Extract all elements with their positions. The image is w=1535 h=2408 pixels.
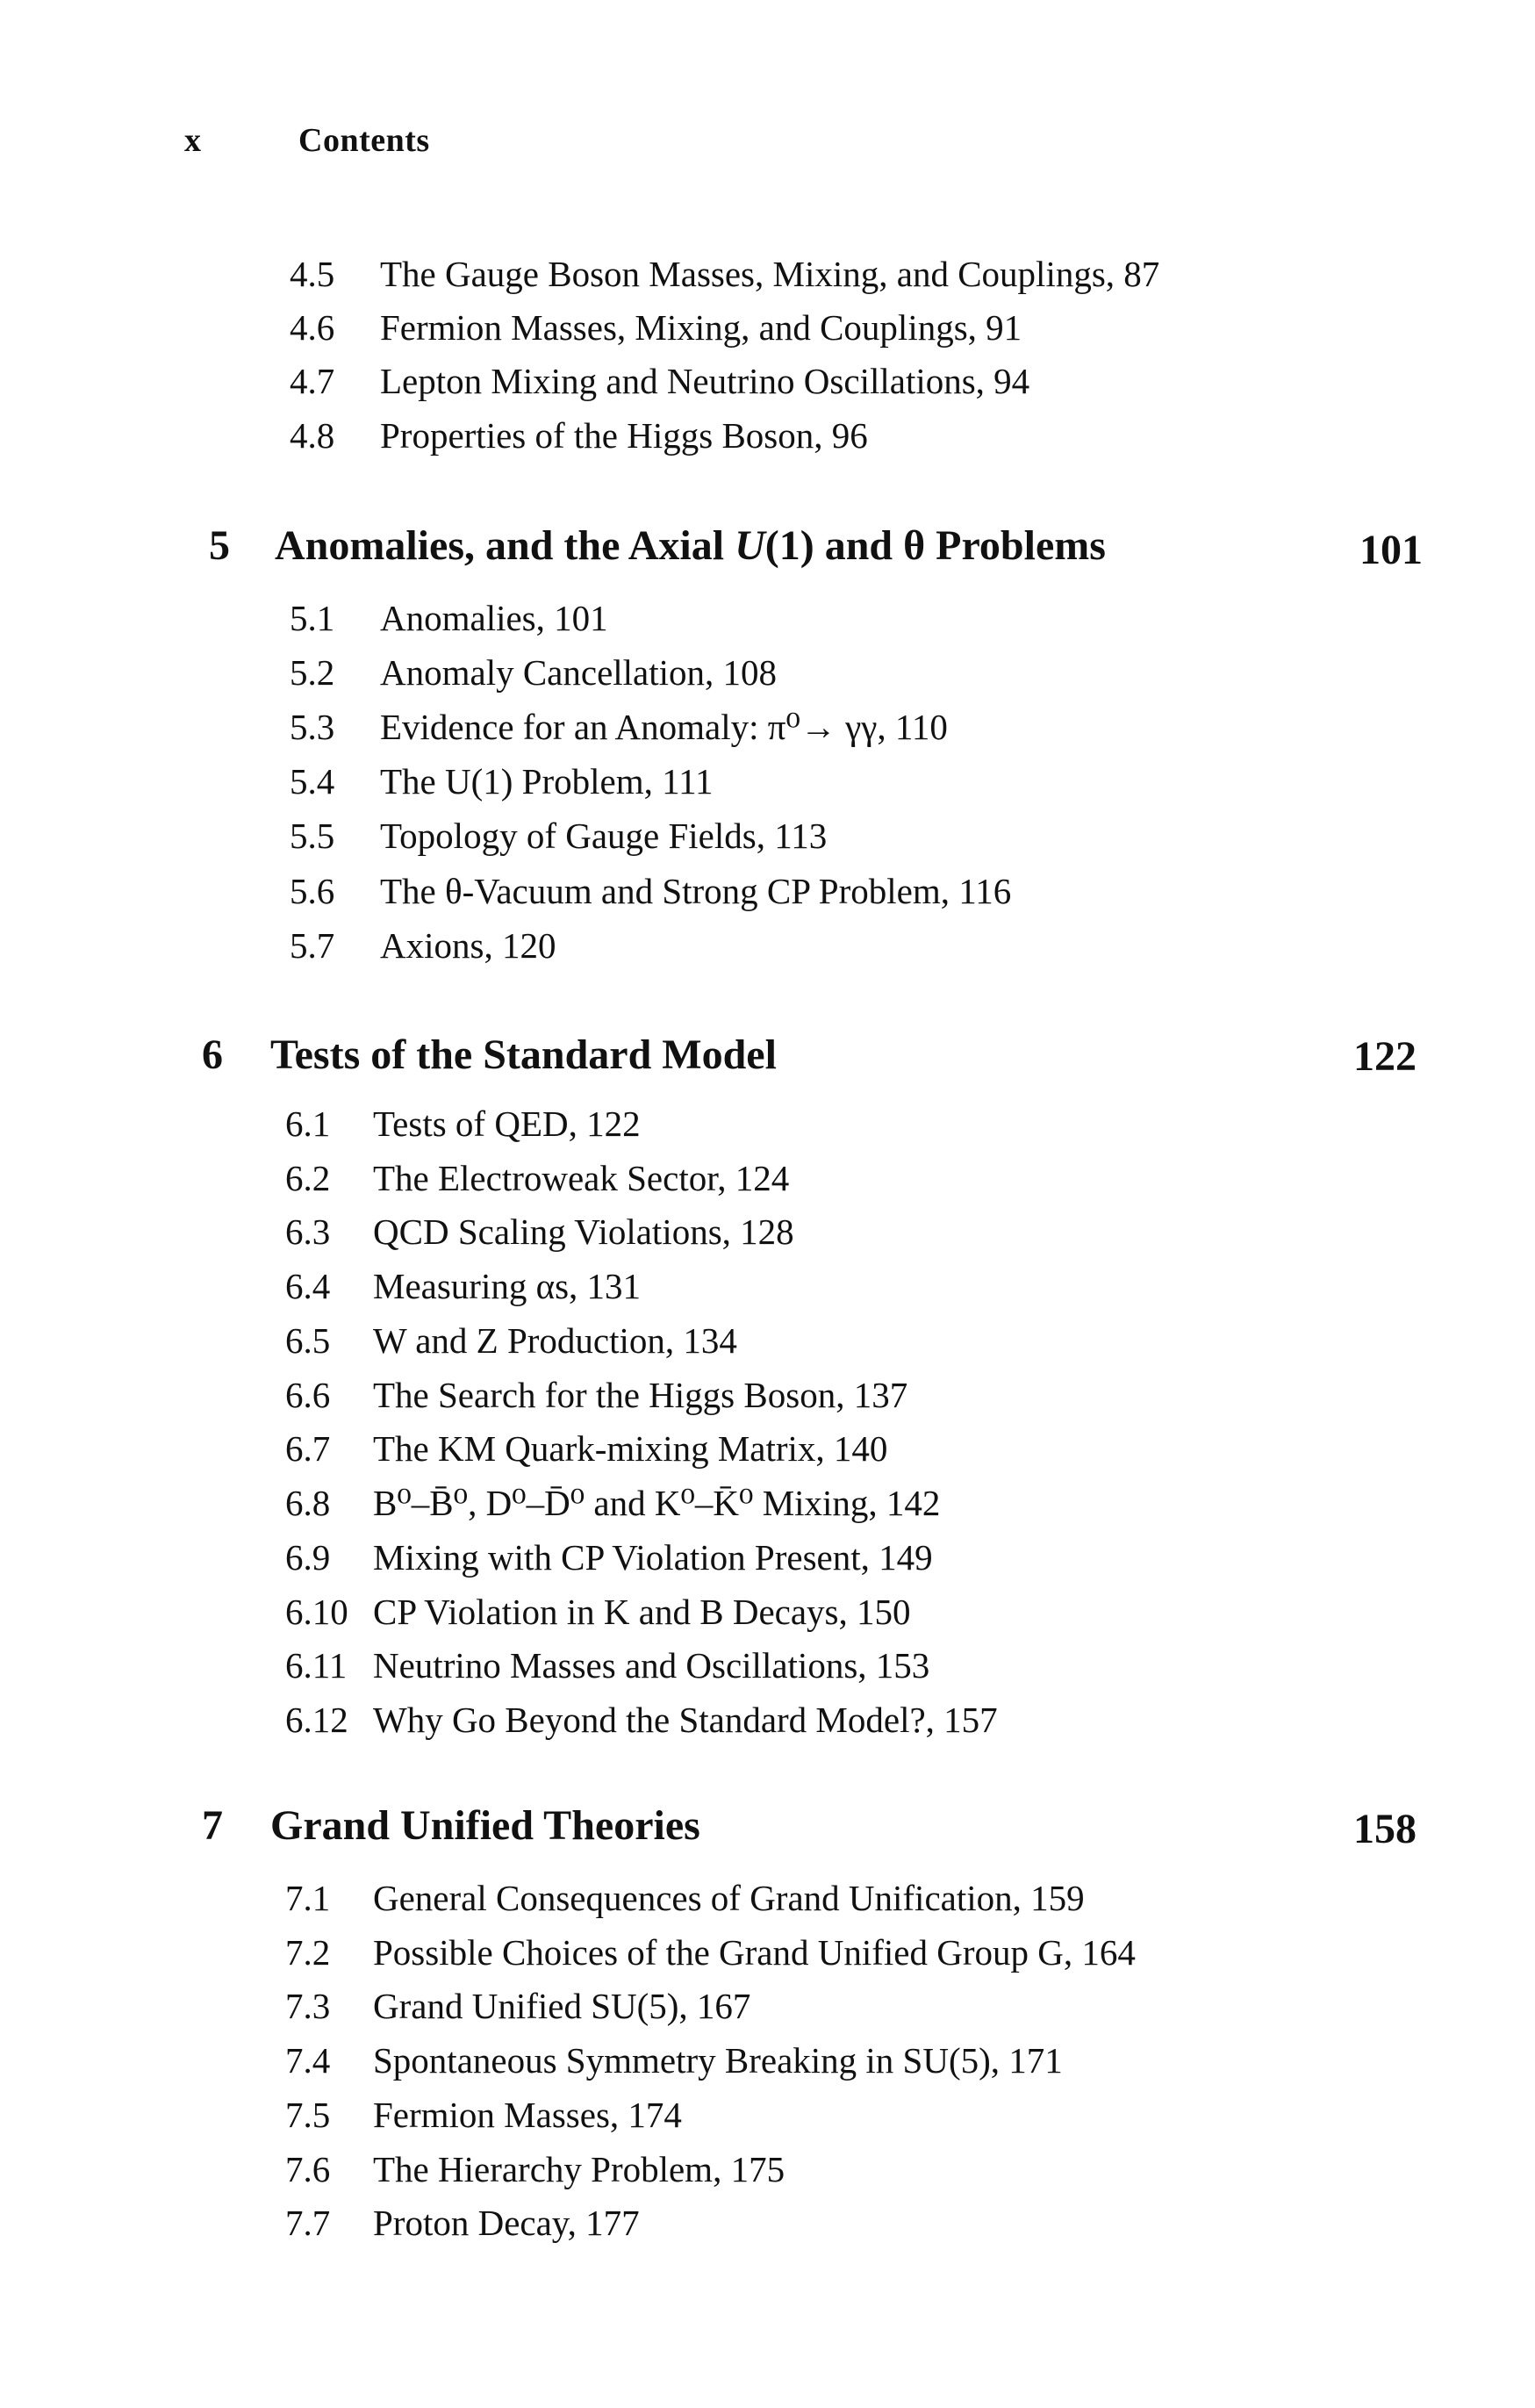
section-number: 4.6: [290, 307, 335, 348]
section-title: Anomalies, 101: [380, 598, 608, 638]
section-title: QCD Scaling Violations, 128: [373, 1211, 794, 1252]
section-title: Axions, 120: [380, 925, 556, 966]
chapter-number: 5: [209, 522, 230, 569]
section-number: 6.8: [285, 1483, 331, 1523]
section-number: 4.8: [290, 415, 335, 456]
section-number: 6.9: [285, 1537, 331, 1578]
section-title: Evidence for an Anomaly: π⁰→ γγ, 110: [380, 707, 948, 747]
chapter-page-number: 101: [1359, 527, 1423, 573]
section-number: 6.11: [285, 1645, 348, 1686]
section-title: The Search for the Higgs Boson, 137: [373, 1375, 908, 1415]
chapter-title: Tests of the Standard Model: [270, 1031, 777, 1078]
section-title: Grand Unified SU(5), 167: [373, 1986, 751, 2026]
section-title: Possible Choices of the Grand Unified Group G, 164: [373, 1932, 1136, 1973]
section-title: Fermion Masses, Mixing, and Couplings, 91: [380, 307, 1022, 348]
section-number: 6.10: [285, 1592, 348, 1632]
section-title: Fermion Masses, 174: [373, 2095, 682, 2135]
section-title: The θ-Vacuum and Strong CP Problem, 116: [380, 871, 1012, 911]
section-title: B⁰–B̄⁰, D⁰–D̄⁰ and K⁰–K̄⁰ Mixing, 142: [373, 1483, 941, 1523]
section-title: Proton Decay, 177: [373, 2203, 640, 2243]
chapter-number: 6: [202, 1031, 223, 1078]
chapter-page-number: 158: [1353, 1806, 1417, 1852]
chapter-title: Grand Unified Theories: [270, 1802, 700, 1849]
section-number: 6.4: [285, 1266, 331, 1306]
section-title: Spontaneous Symmetry Breaking in SU(5), 171: [373, 2040, 1063, 2081]
section-number: 5.3: [290, 707, 335, 747]
section-title: The Electroweak Sector, 124: [373, 1158, 790, 1198]
section-number: 5.4: [290, 761, 335, 801]
section-title: The KM Quark-mixing Matrix, 140: [373, 1428, 888, 1469]
section-number: 5.1: [290, 598, 335, 638]
section-number: 7.1: [285, 1878, 331, 1918]
chapter-title: Anomalies, and the Axial U(1) and θ Problems: [275, 522, 1106, 569]
section-number: 7.3: [285, 1986, 331, 2026]
section-number: 7.2: [285, 1932, 331, 1973]
section-number: 7.5: [285, 2095, 331, 2135]
section-number: 6.2: [285, 1158, 331, 1198]
section-number: 6.1: [285, 1103, 331, 1144]
section-title: Lepton Mixing and Neutrino Oscillations, 94: [380, 361, 1030, 401]
section-title: The Hierarchy Problem, 175: [373, 2149, 785, 2189]
chapter-page-number: 122: [1353, 1033, 1417, 1080]
section-title: Anomaly Cancellation, 108: [380, 652, 778, 693]
section-number: 6.12: [285, 1700, 348, 1740]
page-folio: x: [184, 122, 202, 159]
section-number: 4.5: [290, 254, 335, 294]
section-number: 6.6: [285, 1375, 331, 1415]
section-title: The U(1) Problem, 111: [380, 761, 714, 801]
section-number: 7.6: [285, 2149, 331, 2189]
section-title: Tests of QED, 122: [373, 1103, 641, 1144]
section-title: CP Violation in K and B Decays, 150: [373, 1592, 911, 1632]
section-number: 5.6: [290, 871, 335, 911]
section-number: 7.7: [285, 2203, 331, 2243]
section-number: 5.5: [290, 816, 335, 856]
section-title: W and Z Production, 134: [373, 1320, 737, 1361]
section-title: Topology of Gauge Fields, 113: [380, 816, 828, 856]
section-number: 6.7: [285, 1428, 331, 1469]
section-title: Mixing with CP Violation Present, 149: [373, 1537, 933, 1578]
section-title: The Gauge Boson Masses, Mixing, and Couplings, 87: [380, 254, 1160, 294]
section-title: General Consequences of Grand Unification, 159: [373, 1878, 1085, 1918]
section-number: 5.7: [290, 925, 335, 966]
section-title: Why Go Beyond the Standard Model?, 157: [373, 1700, 998, 1740]
section-number: 7.4: [285, 2040, 331, 2081]
section-number: 6.5: [285, 1320, 331, 1361]
section-number: 4.7: [290, 361, 335, 401]
running-head: [184, 121, 430, 160]
section-title: Properties of the Higgs Boson, 96: [380, 415, 868, 456]
section-number: 6.3: [285, 1211, 331, 1252]
section-number: 5.2: [290, 652, 335, 693]
chapter-number: 7: [202, 1802, 223, 1849]
running-head-title: Contents: [298, 122, 430, 159]
section-title: Neutrino Masses and Oscillations, 153: [373, 1645, 930, 1686]
section-title: Measuring αs, 131: [373, 1266, 642, 1306]
